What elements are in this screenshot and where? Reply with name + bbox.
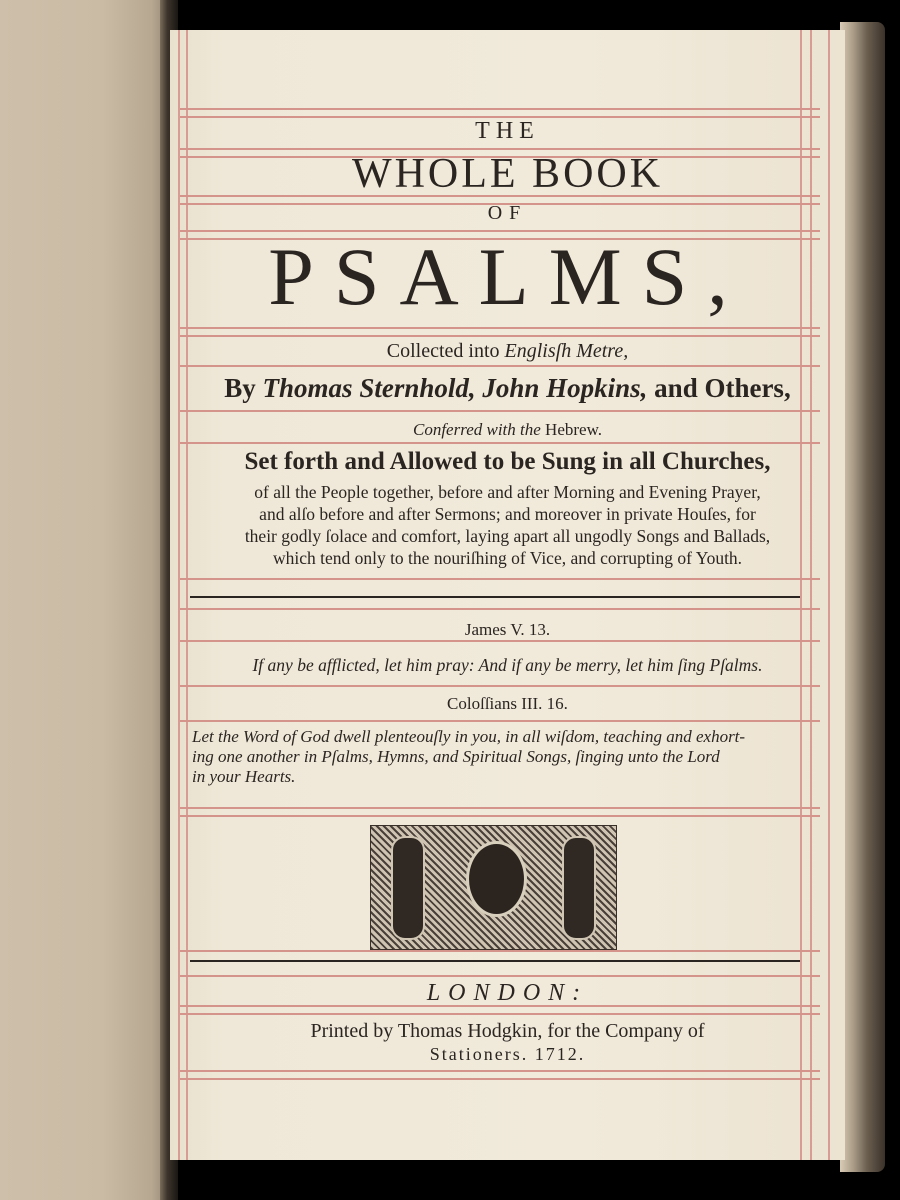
imprint-city: LONDON: xyxy=(426,980,589,1006)
page-edges xyxy=(840,22,885,1172)
authors-by: By xyxy=(224,373,263,403)
horizontal-rule xyxy=(180,720,820,722)
conferred-italic: Conferred with the xyxy=(412,420,546,439)
imprint-line-2: Stationers. 1712. xyxy=(429,1044,586,1064)
left-page xyxy=(0,0,172,1200)
horizontal-rule xyxy=(180,608,820,610)
horizontal-rule xyxy=(180,410,820,412)
title-of: OF xyxy=(487,202,528,224)
horizontal-rule xyxy=(180,1013,820,1015)
ornament-figure-right xyxy=(562,836,596,940)
horizontal-rule xyxy=(180,807,820,809)
set-forth-line-3: their godly ſolace and comfort, laying apart all ungodly Songs and Ballads, xyxy=(244,526,771,546)
title-the: THE xyxy=(475,118,540,144)
conferred-hebrew: Hebrew. xyxy=(545,420,602,439)
horizontal-rule xyxy=(180,578,820,580)
title-whole-book: WHOLE BOOK xyxy=(351,151,664,197)
horizontal-rule xyxy=(180,327,820,329)
horizontal-rule xyxy=(180,640,820,642)
imprint-line-1: Printed by Thomas Hodgkin, for the Company of xyxy=(310,1020,705,1042)
verse2-line-2: ing one another in Pſalms, Hymns, and Spiritual Songs, ſinging unto the Lord xyxy=(192,747,720,766)
set-forth-heading: Set forth and Allowed to be Sung in all Churches, xyxy=(244,448,771,475)
horizontal-rule xyxy=(180,815,820,817)
printers-rule xyxy=(190,960,800,962)
collected-prefix: Collected into xyxy=(386,340,505,362)
collected-line xyxy=(170,340,845,363)
printers-rule xyxy=(190,596,800,598)
verse1-text: If any be afflicted, let him pray: And if any be merry, let him ſing Pſalms. xyxy=(252,655,763,675)
conferred-line xyxy=(170,420,845,440)
horizontal-rule xyxy=(180,365,820,367)
horizontal-rule xyxy=(180,685,820,687)
collected-italic: Englisſh Metre, xyxy=(504,340,629,362)
woodcut-ornament xyxy=(370,825,617,950)
horizontal-rule xyxy=(180,1070,820,1072)
horizontal-rule xyxy=(180,950,820,952)
title-page xyxy=(170,30,845,1160)
verse2-line-1: Let the Word of God dwell plenteouſly in you, in all wiſdom, teaching and exhort- xyxy=(192,727,746,746)
set-forth-line-1: of all the People together, before and after Morning and Evening Prayer, xyxy=(254,482,761,502)
authors-names: Thomas Sternhold, John Hopkins, xyxy=(262,373,648,403)
set-forth-line-2: and alſo before and after Sermons; and moreover in private Houſes, for xyxy=(259,504,756,524)
verse1-reference: James V. 13. xyxy=(464,620,551,639)
horizontal-rule xyxy=(180,442,820,444)
horizontal-rule xyxy=(180,108,820,110)
horizontal-rule xyxy=(180,975,820,977)
set-forth-line-4: which tend only to the nouriſhing of Vice, and corrupting of Youth. xyxy=(272,548,743,568)
horizontal-rule xyxy=(180,335,820,337)
ornament-figure-left xyxy=(391,836,425,940)
horizontal-rule xyxy=(180,1078,820,1080)
authors-others: and Others, xyxy=(647,373,791,403)
verse2-line-3: in your Hearts. xyxy=(192,767,296,786)
authors-line xyxy=(170,373,845,404)
title-psalms: PSALMS, xyxy=(268,231,748,322)
verse2-reference: Coloſſians III. 16. xyxy=(447,694,568,713)
ornament-mask xyxy=(466,841,527,917)
